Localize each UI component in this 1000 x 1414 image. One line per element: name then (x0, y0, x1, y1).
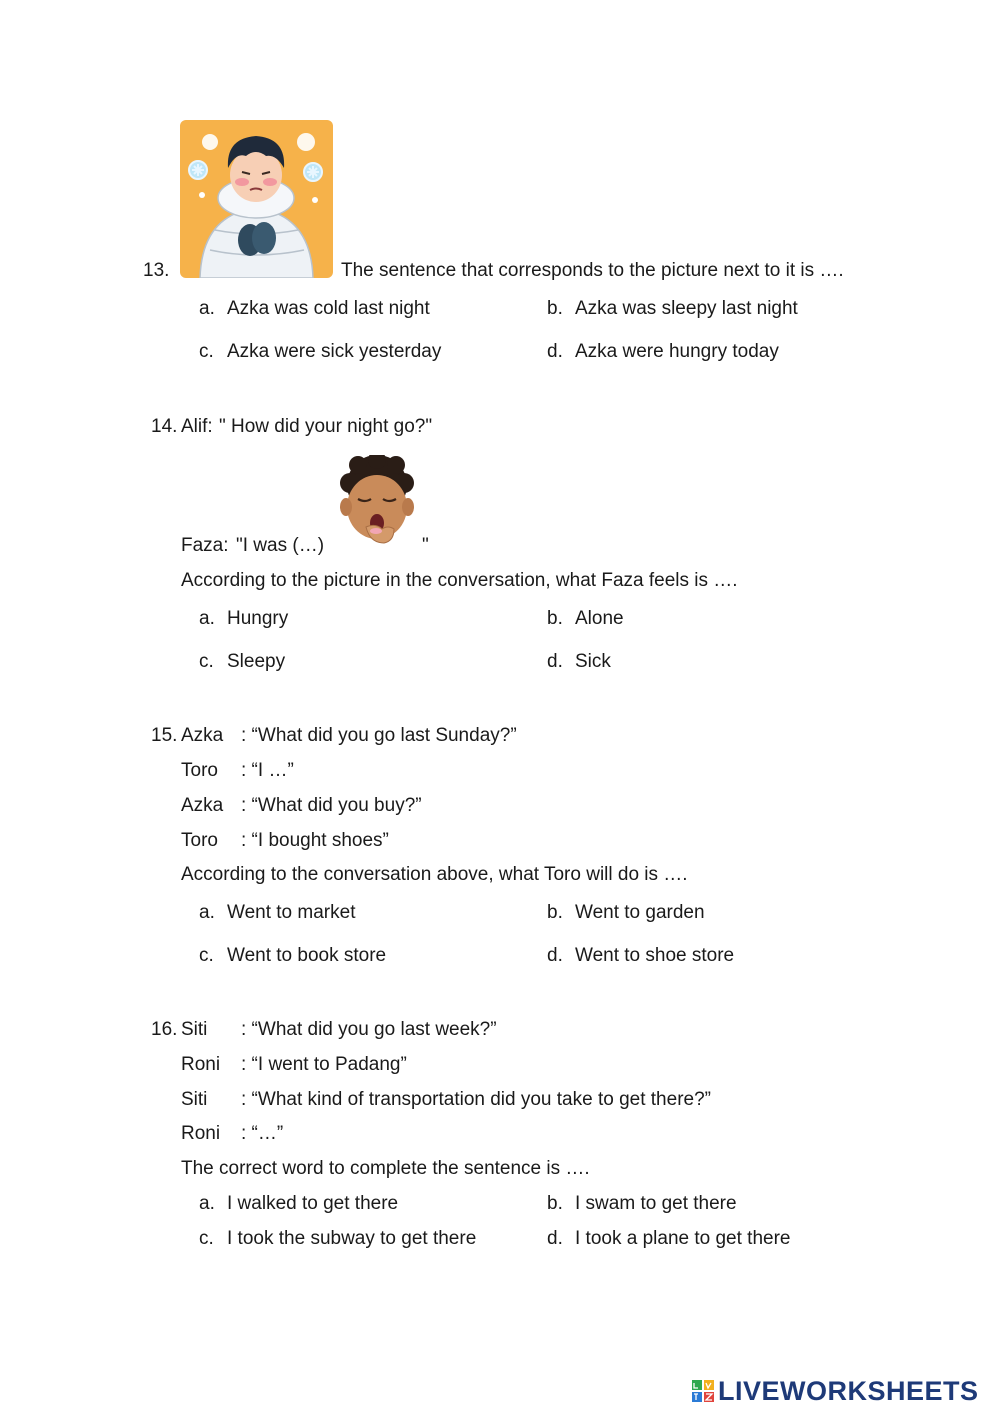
option-letter: c. (199, 341, 214, 362)
question-prompt: According to the picture in the conversation, what Faza feels is …. (181, 570, 738, 591)
option-text: Went to book store (227, 945, 387, 966)
option-text: Sleepy (227, 651, 286, 672)
option-text: I took the subway to get there (227, 1228, 477, 1249)
option-letter: c. (199, 945, 214, 966)
option-letter: a. (199, 608, 215, 629)
dialogue-speaker: Roni (181, 1123, 221, 1144)
question-number: 16. (151, 1019, 178, 1040)
option-c[interactable] (199, 944, 386, 968)
option-b[interactable] (547, 901, 705, 925)
dialogue-speaker: Roni (181, 1054, 221, 1075)
question-number: 15. (151, 725, 178, 746)
option-text: Alone (575, 608, 624, 629)
dialogue-line: : “I bought shoes” (241, 830, 389, 851)
option-c[interactable] (199, 650, 285, 674)
option-d[interactable] (547, 340, 779, 364)
liveworksheets-logo[interactable] (692, 1376, 979, 1406)
dialogue-speaker: Faza: (181, 535, 229, 556)
option-text: Went to market (227, 902, 356, 923)
logo-text: LIVEWORKSHEETS (718, 1375, 979, 1406)
option-b[interactable] (547, 607, 624, 631)
option-letter: a. (199, 1193, 215, 1214)
liveworksheets-grid-icon (692, 1380, 714, 1402)
option-letter: b. (547, 1193, 563, 1214)
option-letter: b. (547, 298, 563, 319)
dialogue-line: : “I …” (241, 760, 294, 781)
dialogue-speaker: Alif: (181, 416, 213, 437)
option-letter: b. (547, 608, 563, 629)
option-a[interactable] (199, 297, 430, 321)
option-text: Azka were sick yesterday (227, 341, 442, 362)
option-text: Azka were hungry today (575, 341, 779, 362)
option-d[interactable] (547, 650, 611, 674)
dialogue-line: : “What kind of transportation did you take to get there?” (241, 1089, 711, 1110)
option-b[interactable] (547, 1192, 737, 1216)
dialogue-speaker: Toro (181, 830, 218, 851)
dialogue-line: : “What did you go last Sunday?” (241, 725, 517, 746)
option-a[interactable] (199, 901, 355, 925)
boy-cold-winter-jacket-image (180, 120, 333, 278)
option-letter: d. (547, 341, 563, 362)
question-number: 13. (143, 260, 170, 281)
option-letter: b. (547, 902, 563, 923)
dialogue-speaker: Toro (181, 760, 218, 781)
option-a[interactable] (199, 607, 288, 631)
dialogue-line: "I was (…) (236, 535, 325, 556)
option-text: Azka was cold last night (227, 298, 430, 319)
option-text: I walked to get there (227, 1193, 399, 1214)
dialogue-speaker: Siti (181, 1019, 208, 1040)
dialogue-line: " How did your night go?" (219, 416, 433, 437)
dialogue-closing-quote: " (422, 535, 429, 556)
option-c[interactable] (199, 340, 441, 364)
option-b[interactable] (547, 297, 798, 321)
dialogue-line: : “What did you go last week?” (241, 1019, 497, 1040)
option-text: Hungry (227, 608, 289, 629)
option-text: Went to garden (575, 902, 705, 923)
option-d[interactable] (547, 944, 734, 968)
dialogue-speaker: Azka (181, 795, 224, 816)
dialogue-line: : “I went to Padang” (241, 1054, 407, 1075)
option-letter: d. (547, 651, 563, 672)
boy-yawning-image (336, 455, 418, 550)
option-letter: d. (547, 1228, 563, 1249)
option-text: I took a plane to get there (575, 1228, 791, 1249)
option-text: Sick (575, 651, 611, 672)
option-letter: c. (199, 651, 214, 672)
option-c[interactable] (199, 1227, 476, 1251)
dialogue-line: : “What did you buy?” (241, 795, 422, 816)
question-number: 14. (151, 416, 178, 437)
option-text: I swam to get there (575, 1193, 737, 1214)
option-letter: d. (547, 945, 563, 966)
option-d[interactable] (547, 1227, 791, 1251)
question-prompt: According to the conversation above, what Toro will do is …. (181, 864, 688, 885)
option-a[interactable] (199, 1192, 398, 1216)
question-prompt: The correct word to complete the sentence is …. (181, 1158, 590, 1179)
dialogue-speaker: Siti (181, 1089, 208, 1110)
option-text: Azka was sleepy last night (575, 298, 798, 319)
dialogue-speaker: Azka (181, 725, 224, 746)
option-letter: c. (199, 1228, 214, 1249)
option-text: Went to shoe store (575, 945, 735, 966)
question-prompt: The sentence that corresponds to the picture next to it is …. (341, 260, 844, 281)
option-letter: a. (199, 298, 215, 319)
dialogue-line: : “…” (241, 1123, 284, 1144)
option-letter: a. (199, 902, 215, 923)
